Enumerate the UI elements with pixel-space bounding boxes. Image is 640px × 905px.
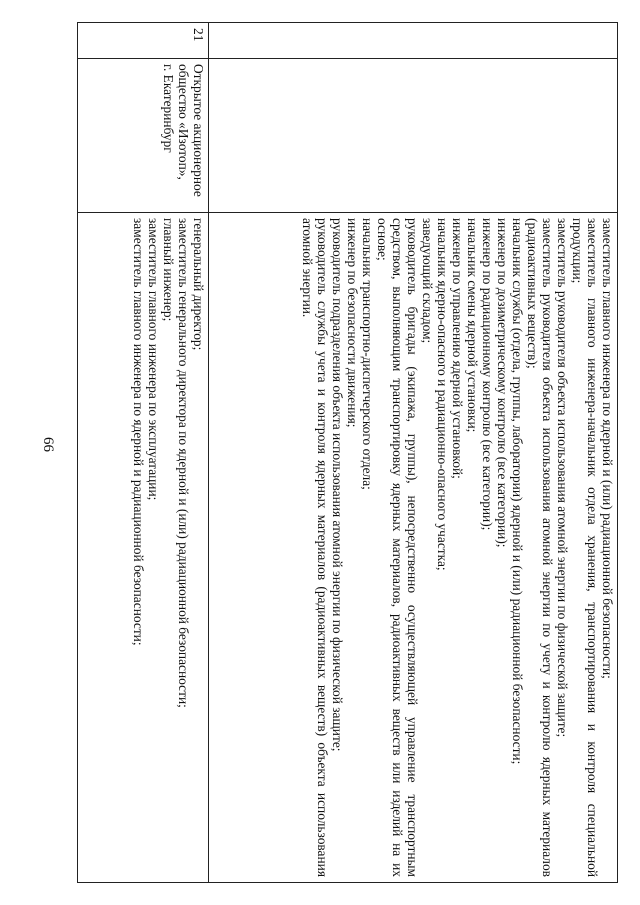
position-item: генеральный директор; xyxy=(191,218,206,351)
position-item: инженер по дозиметрическому контролю (все категории); xyxy=(495,218,510,548)
position-item: главный инженер; xyxy=(161,218,176,322)
table-row xyxy=(209,23,618,883)
position-item: инженер по управлению ядерной установкой; xyxy=(450,218,465,479)
organization-name-line: Открытое акционерное xyxy=(191,64,206,197)
position-item: заместитель главного инженера по ядерной и радиационной безопасности; xyxy=(131,218,146,646)
position-item: заместитель генерального директора по ядерной и (или) радиационной безопасности; xyxy=(176,218,191,708)
position-item: начальник ядерно-опасного и радиационно-опасного участка; xyxy=(435,218,450,571)
organization-cell xyxy=(209,59,618,213)
positions-cell xyxy=(78,213,209,883)
position-item: заместитель главного инженера по эксплуатации; xyxy=(146,218,161,501)
position-item: руководитель подразделения объекта использования атомной энергии по физической защите; xyxy=(330,218,345,752)
organization-city: г. Екатеринбург xyxy=(161,64,176,153)
position-item: инженер по радиационному контролю (все категории); xyxy=(480,218,495,531)
position-item: руководитель бригады (экипажа, группы), непосредственно осуществляющей управление транспортным средством, выполняющим транспортировку ядерных материалов, радиоактивных веществ или изделий на их основе; xyxy=(375,218,420,877)
positions-table xyxy=(77,22,618,883)
position-item: заместитель руководителя объекта использования атомной энергии по учету и контролю ядерных материалов (радиоактивных веществ); xyxy=(525,218,555,877)
positions-cell xyxy=(209,213,618,883)
position-item: заместитель главного инженера по ядерной и (или) радиационной безопасности; xyxy=(600,218,615,679)
organization-name-line: общество «Изотоп», xyxy=(176,64,191,180)
position-item: инженер по безопасности движения; xyxy=(345,218,360,428)
rotated-sheet xyxy=(78,22,618,882)
organization-cell xyxy=(78,59,209,213)
row-number-cell xyxy=(209,23,618,59)
position-item: заместитель главного инженера-начальник отдела хранения, транспортирования и контроля специальной продукции; xyxy=(570,218,600,877)
position-item: начальник службы (отдела, группы, лаборатории) ядерной и (или) радиационной безопасности; xyxy=(510,218,525,765)
position-item: заведующий складом; xyxy=(420,218,435,344)
page-number: 66 xyxy=(40,437,56,452)
row-number-cell: 21 xyxy=(78,23,209,59)
position-item: руководитель службы учета и контроля ядерных материалов (радиоактивных веществ) объекта использования атомной энергии. xyxy=(300,218,330,877)
position-item: начальник транспортно-диспетчерского отдела; xyxy=(360,218,375,490)
table-row xyxy=(78,23,209,883)
position-item: начальник смены ядерной установки; xyxy=(465,218,480,433)
position-item: заместитель руководителя объекта использования атомной энергии по физической защите; xyxy=(555,218,570,738)
